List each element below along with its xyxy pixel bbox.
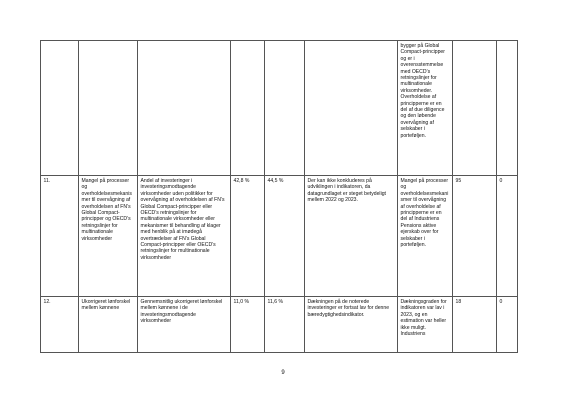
cell-target-b [497,41,518,176]
cell-value-2022 [265,41,305,176]
cell-target-a: 95 [453,176,497,297]
cell-number: 11. [41,176,79,297]
cell-value-2023 [231,41,265,176]
table-row [41,41,518,176]
table-row [41,297,518,353]
cell-explanation: Dækningen på de noterede investeringer er fortsat lav for denne bæredygtighedsindikator. [305,297,398,353]
page-number: 9 [281,370,285,376]
cell-indicator [138,41,231,176]
cell-action: Mangel på processer og overholdelsesmekanismer til overvågning af overholdelse af principperne er en del af Industriens Pensions aktive ejerskab over for selskaber i porteføljen. [398,176,453,297]
table-row [41,176,518,297]
cell-principle [79,41,138,176]
cell-principle: Mangel på processer og overholdelsesmekanismer til overvågning af overholdelsen af FN’s Global Compact-principper og OECD’s retningslinjer for multinationale virksomheder [79,176,138,297]
cell-indicator: Andel af investeringer i investeringsmodtagende virksomheder uden politikker for overvågning af overholdelsen af FN’s Global Compact-principper eller OECD’s retningslinjer for multinationale virksomheder eller mekanismer til behandling af klager med henblik på at imødegå overtrædelser af FN’s Global Compact-principper eller OECD’s retningslinjer for multinationale virksomheder [138,176,231,297]
cell-target-a: 18 [453,297,497,353]
cell-action: Dækningsgraden for indikatoren var lav i 2023, og en estimation var heller ikke muligt. Industriens [398,297,453,353]
cell-number: 12. [41,297,79,353]
cell-explanation: Der kan ikke konkluderes på udviklingen i indikatoren, da datagrundlaget er steget betydeligt mellem 2022 og 2023. [305,176,398,297]
cell-value-2023: 11,0 % [231,297,265,353]
cell-target-b: 0 [497,176,518,297]
cell-value-2023: 42,8 % [231,176,265,297]
cell-action: bygger på Global Compact-principper og er i overensstemmelse med OECD’s retningslinjer for multinationale virksomheder. Overholdelse af principperne er en del af due diligence og den løbende overvågning af selskaber i porteføljen. [398,41,453,176]
cell-number [41,41,79,176]
cell-value-2022: 44,5 % [265,176,305,297]
cell-target-b: 0 [497,297,518,353]
cell-explanation [305,41,398,176]
pai-indicator-table [40,40,518,353]
cell-principle: Ukorrigeret lønforskel mellem kønnene [79,297,138,353]
cell-target-a [453,41,497,176]
cell-value-2022: 11,6 % [265,297,305,353]
cell-indicator: Gennemsnitlig ukorrigeret lønforskel mellem kønnene i de investeringsmodtagende virksomheder [138,297,231,353]
